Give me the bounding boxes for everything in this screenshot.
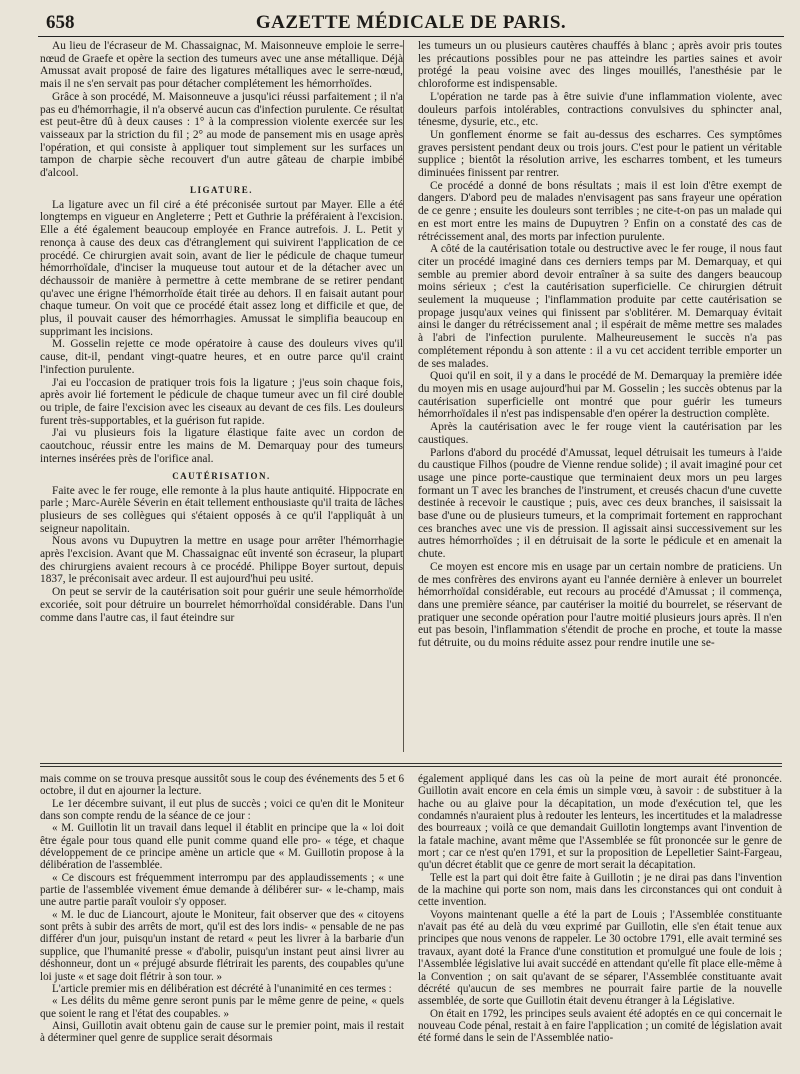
- paragraph: L'article premier mis en délibération est décrété à l'unanimité en ces termes :: [52, 982, 392, 995]
- paragraph: Au lieu de l'écraseur de M. Chassaignac, M. Maisonneuve emploie le serre-nœud de Graefe et opère la section des tumeurs avec une anse métallique. Déjà Amussat avait proposé de faire des ligatures métalliques avec le serre-nœud, mais il ne s'en servait pas pour détacher complétement les hémorrhoïdes.: [40, 40, 403, 91]
- page-header: [38, 10, 784, 37]
- feuilleton-article: [40, 773, 782, 1067]
- bottom-right-column: [418, 773, 782, 1067]
- paragraph: Nous avons vu Dupuytren la mettre en usage pour arrêter l'hémorrhagie après l'excision. Avant que M. Chassaignac eût inventé son écraseur, la plupart des chirurgiens avaient recours à ce procédé. Philippe Boyer surtout, depuis 1837, le préconisait avec ardeur. Il est aujourd'hui peu usité.: [40, 535, 403, 586]
- paragraph: Grâce à son procédé, M. Maisonneuve a jusqu'ici réussi parfaitement ; il n'a pas eu d'hémorrhagie, il n'a observé aucun cas d'infection purulente. Ce résultat est peut-être dû à deux causes : 1° à la compression violente exercée sur les vaisseaux par la striction du fil ; 2° au mode de pansement mis en usage après l'opération, et qui consiste à appliquer tout simplement sur les surfaces un tampon de charpie sèche recouvert d'un autre gâteau de charpie imbibé d'alcool.: [40, 90, 403, 180]
- bottom-left-column: [40, 773, 404, 1067]
- paragraph: Ce procédé a donné de bons résultats ; mais il est loin d'être exempt de dangers. D'abord peu de malades n'envisagent pas sans frayeur une opération de ce genre ; ensuite les douleurs sont terribles ; ne cite-t-on pas un malade qui en est mort entre les mains de Dupuytren ? Enfin on a constaté des cas de rétrécissement anal, des morts par infection purulente.: [418, 179, 782, 243]
- quote-paragraph: « M. le duc de Liancourt, ajoute le Moniteur, fait observer que des « citoyens sont prêts à subir des arrêts de mort, qu'il est des lors indis- « pensable de ne pas différer d'un jour, puisqu'un instant de retard « peut les livrer à la barbarie d'un supplice, que l'humanité presse « d'abolir, puisqu'un instant peut ainsi livrer au déshonneur, dont un « préjugé absurde flétrirait les parents, des coupables qu'une loi juste « et sage doit flétrir à son tour. »: [40, 908, 404, 983]
- paragraph: M. Gosselin rejette ce mode opératoire à cause des douleurs vives qu'il cause, dit-il, pendant vingt-quatre heures, et en outre parce qu'il craint l'infection purulente.: [40, 338, 403, 376]
- paragraph: Le 1er décembre suivant, il eut plus de succès ; voici ce qu'en dit le Moniteur dans son compte rendu de la séance de ce jour :: [40, 797, 404, 823]
- section-heading-ligature: LIGATURE.: [189, 184, 254, 195]
- page-number: 658: [46, 12, 75, 33]
- top-right-column: [418, 40, 782, 752]
- paragraph: J'ai vu plusieurs fois la ligature élastique faite avec un cordon de caoutchouc, réussir entre les mains de M. Demarquay pour des tumeurs internes insérées près de l'orifice anal.: [40, 427, 403, 465]
- paragraph: La ligature avec un fil ciré a été préconisée surtout par Mayer. Elle a été longtemps en vigueur en Angleterre ; Pett et Guthrie la préféraient à l'excision. Elle a été également beaucoup employée en France autrefois. J. L. Petit y renonça à cause des deux cas d'étranglement qui suivirent l'application de ce procédé. Ce chirurgien avait soin, avant de lier le pédicule de chaque tumeur hémorrhoïdale, d'inciser la muqueuse tout autour et de la détacher avec un déchaussoir de manière à permettre à cette membrane de se retirer pendant qu'avec une érigne l'hémorrhoïde était tirée au dehors. Il en faisait autant pour chaque tumeur. On voit que ce procédé était assez long et difficile et que, de plus, il pouvait causer des hémorrhagies. Amussat le simplifia beaucoup en supprimant les incisions.: [40, 198, 403, 338]
- journal-title: GAZETTE MÉDICALE DE PARIS.: [255, 12, 567, 33]
- section-divider: [40, 763, 782, 764]
- paragraph: les tumeurs un ou plusieurs cautères chauffés à blanc ; après avoir pris toutes les précautions possibles pour ne pas atteindre les parties saines et avoir protégé la peau voisine avec des linges mouillés, l'anesthésie par le chloroforme est indispensable.: [418, 40, 782, 91]
- paragraph: Voyons maintenant quelle a été la part de Louis ; l'Assemblée constituante n'avait pas été au delà du vœu exprimé par Guillotin, elle s'en était tenue aux principes que nous venons de rappeler. Le 30 octobre 1791, elle avait terminé ses travaux, ayant doté la France d'une constitution et promulgué une foule de lois ; l'Assemblée législative lui avait succédé en attendant qu'elle fît place elle-même à la Convention ; on sait qu'avant de se séparer, l'Assemblée constituante avait décrété qu'aucun de ses membres ne pourrait faire partie de la nouvelle assemblée, de sorte que Guillotin était devenu étranger à la Législative.: [418, 908, 782, 1008]
- paragraph: A côté de la cautérisation totale ou destructive avec le fer rouge, il nous faut citer un procédé imaginé dans ces derniers temps par M. Demarquay, et qui semble au premier abord devoir entraîner à sa suite des dangers beaucoup moins sérieux ; c'est la cautérisation superficielle. Ce chirurgien détruit seulement la muqueuse ; l'inflammation produite par cette cautérisation se propage jusqu'aux veines qui finissent par s'oblitérer. M. Demarquay évitait ainsi le danger du rétrécissement anal ; il espérait de même mettre ses malades à l'abri de l'infection purulente. Malheureusement le succès n'a pas complétement répondu à son attente : il a vu cet accident terrible emporter un de ses malades.: [418, 243, 782, 370]
- section-heading-cauterisation: CAUTÉRISATION.: [172, 470, 271, 481]
- paragraph: Après la cautérisation avec le fer rouge vient la cautérisation par les caustiques.: [418, 421, 782, 446]
- quote-paragraph: « M. Guillotin lit un travail dans lequel il établit en principe que la « loi doit être égale pour tous quand elle punit comme quand elle pro- « tége, et chaque développement de ce principe amène un article que « M. Guillotin propose à la délibération de l'assemblée.: [40, 822, 404, 872]
- paragraph: mais comme on se trouva presque aussitôt sous le coup des événements des 5 et 6 octobre, il dut en ajourner la lecture.: [40, 773, 404, 798]
- paragraph: Quoi qu'il en soit, il y a dans le procédé de M. Demarquay la première idée du moyen mis en usage aujourd'hui par M. Gosselin ; les succès obtenus par la cautérisation superficielle ont montré que pour guérir les tumeurs hémorrhoïdales il n'est pas indispensable d'en opérer la destruction complète.: [418, 370, 782, 421]
- paragraph: J'ai eu l'occasion de pratiquer trois fois la ligature ; j'eus soin chaque fois, après avoir lié fortement le pédicule de chaque tumeur avec un fil ciré double ou triple, de faire l'excision avec les ciseaux au devant de ces fils. Les douleurs furent très-supportables, et la guérison fut rapide.: [40, 376, 403, 427]
- quote-paragraph: « Les délits du même genre seront punis par le même genre de peine, « quels que soient le rang et l'état des coupables. »: [40, 995, 404, 1020]
- quote-paragraph: « Ce discours est fréquemment interrompu par des applaudissements ; « une partie de l'assemblée vivement émue demande à délibérer sur- « le-champ, mais une autre partie paraît vouloir s'y opposer.: [40, 871, 404, 909]
- paragraph: On était en 1792, les principes seuls avaient été adoptés en ce qui concernait le nouveau Code pénal, restait à en faire l'application ; un comité de législation avait été formé dans le sein de l'Assemblée natio-: [418, 1007, 782, 1045]
- paragraph: Un gonflement énorme se fait au-dessus des escharres. Ces symptômes graves persistent pendant deux ou trois jours. C'est pour le patient un véritable supplice ; bientôt la résolution arrive, les escharres tombent, et les tumeurs diminuées finissent par rentrer.: [418, 128, 782, 180]
- top-left-column: [40, 40, 404, 752]
- paragraph: Ce moyen est encore mis en usage par un certain nombre de praticiens. Un de mes confrères des environs ayant eu l'année dernière à enlever un bourrelet hémorrhoïdal considérable, eut recours au procédé d'Amussat ; il commença, dans une première séance, par cautériser la moitié du bourrelet, se réservant de pratiquer une seconde opération pour l'autre moitié plusieurs jours après. Il n'en eut pas besoin, l'inflammation s'étendit de proche en proche, et toute la masse fut détruite, ou du moins réduite assez pour rendre inutile une se-: [418, 560, 782, 650]
- paragraph: Telle est la part qui doit être faite à Guillotin ; je ne dirai pas dans l'invention de la machine qui porte son nom, mais dans les circonstances qui ont conduit à cette invention.: [418, 871, 782, 909]
- paragraph: L'opération ne tarde pas à être suivie d'une inflammation violente, avec douleurs parfois intolérables, contractions convulsives du sphincter anal, ténesme, dysurie, etc., etc.: [418, 90, 782, 129]
- paragraph: Parlons d'abord du procédé d'Amussat, lequel détruisait les tumeurs à l'aide du caustique Filhos (poudre de Vienne rendue solide) ; il avait imaginé pour cet usage une pince porte-caustique que terminaient deux mors un peu larges formant un T avec les branches de l'instrument, et creusés chacun d'une cuvette destinée à recevoir le caustique ; puis, avec ces deux branches, il saisissait la base d'une ou de plusieurs tumeurs, et la comprimait fortement en rapprochant ces branches avec une vis de pression. Il agissait ainsi successivement sur les autres hémorrhoïdes ; il en détruisait de la sorte le pédicule et en amenait la chute.: [418, 446, 782, 561]
- section-divider: [40, 766, 782, 767]
- paragraph: Faite avec le fer rouge, elle remonte à la plus haute antiquité. Hippocrate en parle ; Marc-Aurèle Séverin en était tellement enthousiaste qu'il traita de lâches plusieurs de ses collègues qui s'étaient opposés à ce qu'il l'appliquât à un seigneur napolitain.: [40, 484, 403, 535]
- paragraph: On peut se servir de la cautérisation soit pour guérir une seule hémorrhoïde excoriée, soit pour détruire un bourrelet hémorrhoïdal considérable. Dans l'un comme dans l'autre cas, il faut éteindre sur: [40, 586, 403, 624]
- top-article: [40, 40, 782, 752]
- paragraph: également appliqué dans les cas où la peine de mort aurait été prononcée. Guillotin avait encore en cela émis un simple vœu, à savoir : de substituer à la hache ou au glaive pour la décapitation, un mode d'exécution tel, que les condamnés n'auraient plus à redouter les lenteurs, les incertitudes et la maladresse des bourreaux ; voilà ce que demandait Guillotin longtemps avant l'invention de la fatale machine, avant même que l'Assemblée se fût prononcée sur le genre de mort ; car ce n'est qu'en 1791, et sur la proposition de Lepelletier Saint-Fargeau, qu'un décret établit que ce genre de mort serait la décapitation.: [418, 773, 782, 872]
- paragraph: Ainsi, Guillotin avait obtenu gain de cause sur le premier point, mais il restait à déterminer quel genre de supplice serait désormais: [40, 1019, 404, 1045]
